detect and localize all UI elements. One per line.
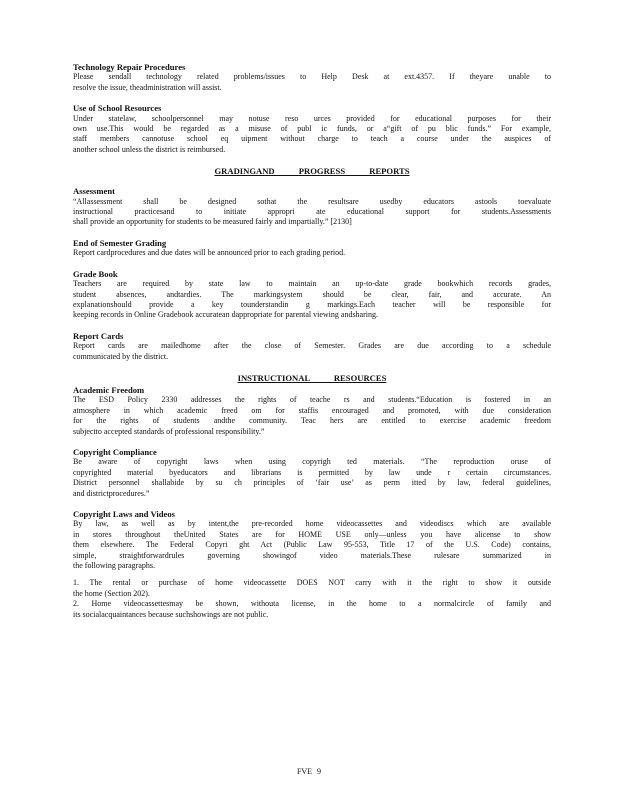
document-page <box>73 62 551 620</box>
text-line: keeping records in Online Gradebook accuratean dappropriate for parental viewing andsharing. <box>73 310 378 320</box>
numbered-item <box>73 578 551 599</box>
section-body <box>73 457 551 499</box>
section-body <box>73 248 551 258</box>
section-copyright-compliance <box>73 447 551 499</box>
text-line: The ESD Policy 2330 addresses the rights of teache rs and students.“Education is fostered in an <box>73 395 551 405</box>
text-line: By law, as well as by intent,the pre-recorded home videocassettes and videodiscs which are available <box>73 519 551 529</box>
section-title: Copyright Laws and Videos <box>73 509 175 519</box>
section-report-cards <box>73 331 551 362</box>
section-body <box>73 341 551 362</box>
section-title: End of Semester Grading <box>73 237 167 248</box>
text-line: 2. Home videocassettesmay be shown, withouta license, in the home to a normalcircle of family and <box>73 599 551 609</box>
section-end-of-semester <box>73 238 551 259</box>
text-line: the following paragraphs. <box>73 561 155 571</box>
text-line: communicated by the district. <box>73 351 169 361</box>
section-body <box>73 519 551 571</box>
text-line: copyrighted material byeducators and librarians is permitted by law unde r certain circumstances. <box>73 467 551 477</box>
text-line: Under statelaw, schoolpersonnel may notuse reso urces provided for educational purposes for their <box>73 113 551 123</box>
section-title: Academic Freedom <box>73 384 145 395</box>
text-line: Report cards are mailedhome after the close of Semester. Grades are due according to a schedule <box>73 341 551 351</box>
section-copyright-videos <box>73 509 551 571</box>
text-line: atmosphere in which academic freed om for staffis encouraged and promoted, with due consideration <box>73 405 551 415</box>
section-title: Use of School Resources <box>73 103 162 114</box>
heading-grading-progress: GRADINGAND PROGRESS REPORTS <box>214 166 410 177</box>
section-body <box>73 279 551 321</box>
text-line: and districtprocedures.” <box>73 488 150 498</box>
section-technology-repair <box>73 62 551 93</box>
text-line: student absences, andtardies. The markingsystem should be clear, fair, and accurate. An <box>73 289 551 299</box>
text-line: in stores throughout theUnited States are for HOME USE only—unless you have alicense to show <box>73 529 551 539</box>
heading-instructional-resources: INSTRUCTIONAL RESOURCES <box>237 372 387 383</box>
text-line: explanationshould provide a key tounderstandin g markings.Each teacher will be responsible for <box>73 299 551 309</box>
section-body <box>73 197 551 228</box>
text-line: instructional practicesand to initiate appropri ate educational support for students.Assessments <box>73 207 551 217</box>
numbered-item <box>73 599 551 620</box>
text-line: its socialacquaintances because suchshowings are not public. <box>73 609 269 619</box>
section-school-resources <box>73 103 551 155</box>
section-body <box>73 395 551 437</box>
text-line: the home (Section 202). <box>73 588 150 598</box>
section-academic-freedom <box>73 385 551 437</box>
text-line: for the rights of students andthe community. Teac hers are entitled to exercise academic freedom <box>73 416 551 426</box>
text-line: shall provide an opportunity for students to be measured fairly and impartially.” [2130] <box>73 217 352 227</box>
text-line: subjectto accepted standards of professional responsibility.” <box>73 426 265 436</box>
text-line: Teachers are required by state law to maintain an up-to-date grade bookwhich records grades, <box>73 279 551 289</box>
section-body <box>73 114 551 156</box>
section-title: Copyright Compliance <box>73 446 157 457</box>
section-body <box>73 72 551 93</box>
text-line: 1. The rental or purchase of home videocassette DOES NOT carry with it the right to show it outside <box>73 578 551 588</box>
text-line: resolve the issue, theadministration will assist. <box>73 82 222 92</box>
section-title: Technology Repair Procedures <box>73 62 186 72</box>
text-line: Please sendall technology related problems/issues to Help Desk at ext.4357. If theyare unable to <box>73 72 551 82</box>
text-line: “Allassessment shall be designed sothat the resultsare usedby educators astools toevaluate <box>73 196 551 206</box>
page-footer: FVE 9 <box>296 767 322 776</box>
text-line: Report cardprocedures and due dates will be announced prior to each grading period. <box>73 248 346 258</box>
text-line: another school unless the district is reimbursed. <box>73 144 226 154</box>
section-grade-book <box>73 269 551 321</box>
text-line: staff members cannotuse school eq uipment without charge to teach a course under the auspices of <box>73 134 551 144</box>
section-title: Grade Book <box>73 268 118 279</box>
section-title: Assessment <box>73 186 116 197</box>
section-title: Report Cards <box>73 330 124 341</box>
text-line: District personnel shallabide by su ch principles of ‘fair use’ as perm itted by law, federal guidelines, <box>73 478 551 488</box>
numbered-list <box>73 578 551 620</box>
text-line: own use.This would be regarded as a misuse of publ ic funds, or a“gift of pu blic funds.” For example, <box>73 124 551 134</box>
text-line: Be aware of copyright laws when using copyrigh ted materials. “The reproduction oruse of <box>73 457 551 467</box>
section-assessment <box>73 186 551 228</box>
text-line: them elsewhere. The Federal Copyri ght Act (Public Law 95-553, Title 17 of the U.S. Code) contains, <box>73 540 551 550</box>
text-line: simple, straightforwardrules governing showingof video materials.These rulesare summarized in <box>73 550 551 560</box>
